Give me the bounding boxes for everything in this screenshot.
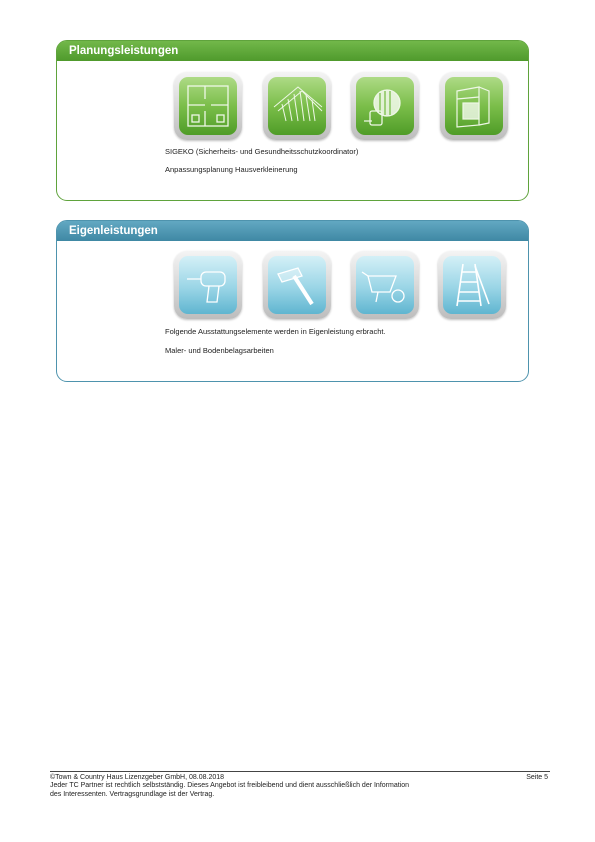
ladder-icon [438, 251, 506, 319]
eigenleistungen-section [56, 220, 529, 382]
hammer-icon [263, 251, 331, 319]
page-number: Seite 5 [526, 774, 548, 781]
wheelbarrow-icon [351, 251, 419, 319]
footer-copyright: ©Town & Country Haus Lizenzgeber GmbH, 08.08.2018 [50, 774, 225, 781]
footer-disclaimer-2: des Interessenten. Vertragsgrundlage ist der Vertrag. [50, 790, 215, 798]
section-title: Planungsleistungen [57, 41, 528, 61]
text-line-2: Anpassungsplanung Hausverkleinerung [165, 165, 298, 174]
footer [50, 771, 550, 799]
footer-disclaimer-1: Jeder TC Partner ist rechtlich selbstständig. Dieses Angebot ist freibleibend und dient ausschließlich der Information [50, 782, 410, 790]
section-title: Eigenleistungen [57, 221, 528, 241]
text-line-1: SIGEKO (Sicherheits- und Gesundheitsschutzkoordinator) [165, 147, 359, 156]
floorplan-icon [174, 72, 242, 140]
planungsleistungen-section [56, 40, 529, 201]
text-line-1: Folgende Ausstattungselemente werden in Eigenleistung erbracht. [165, 327, 386, 336]
drill-icon [174, 251, 242, 319]
thermostat-icon [351, 72, 419, 140]
roof-truss-icon [263, 72, 331, 140]
text-line-2: Maler- und Bodenbelagsarbeiten [165, 346, 274, 355]
wall-insulation-icon [440, 72, 508, 140]
